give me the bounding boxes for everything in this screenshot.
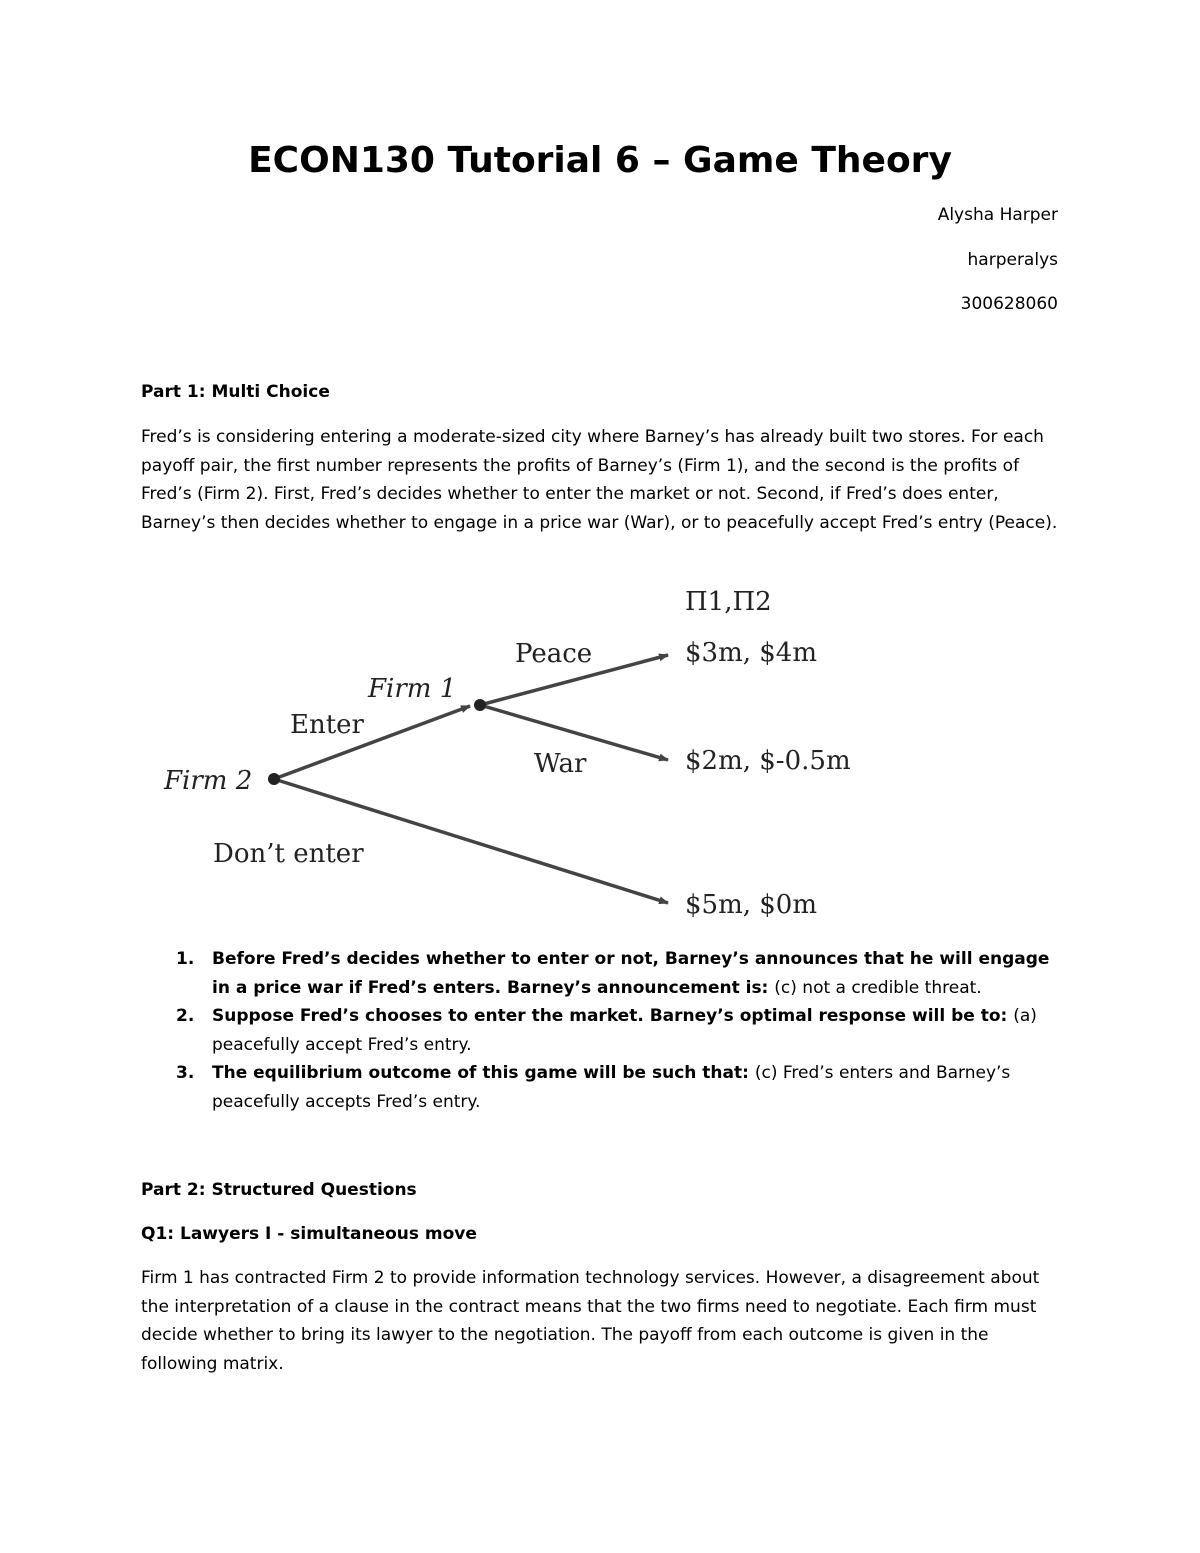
list-item xyxy=(141,1002,1061,1059)
item-number: 1. xyxy=(176,949,195,969)
payoff-header: Π1,Π2 xyxy=(685,587,772,617)
node-firm1 xyxy=(474,699,486,711)
payoff-dont-enter: $5m, $0m xyxy=(685,890,818,920)
student-id: 300628060 xyxy=(960,294,1058,314)
answer-text: (c) not a credible threat. xyxy=(774,977,982,998)
part1-intro: Fred’s is considering entering a moderate-sized city where Barney’s has already built two stores. For each payoff pair, the first number represents the profits of Barney’s (Firm 1), and the second is the profits of Fred’s (Firm 2). First, Fred’s decides whether to enter the market or not. Second, if Fred’s does enter, Barney’s then decides whether to engage in a price war (War), or to peacefully accept Fred’s entry (Peace). xyxy=(141,427,1058,533)
q1-text: Firm 1 has contracted Firm 2 to provide information technology services. However, a disagreement about the interpretation of a clause in the contract means that the two firms need to negotiate. Each firm must decide whether to bring its lawyer to the negotiation. The payoff from each outcome is given in the following matrix. xyxy=(141,1268,1040,1374)
payoff-war: $2m, $-0.5m xyxy=(685,746,851,776)
dont-enter-label: Don’t enter xyxy=(213,839,364,869)
list-item xyxy=(141,1059,1061,1116)
author-name: Alysha Harper xyxy=(937,205,1058,225)
document-title: ECON130 Tutorial 6 – Game Theory xyxy=(248,140,952,181)
list-item xyxy=(141,945,1061,1002)
question-text: The equilibrium outcome of this game will be such that: xyxy=(212,1063,755,1083)
node-firm2 xyxy=(268,773,280,785)
enter-label: Enter xyxy=(290,710,364,740)
peace-label: Peace xyxy=(515,639,593,669)
question-text: Suppose Fred’s chooses to enter the market. Barney’s optimal response will be to: xyxy=(212,1006,1014,1026)
multi-choice-answers xyxy=(141,945,1061,1116)
payoff-peace: $3m, $4m xyxy=(685,638,818,668)
item-number: 3. xyxy=(176,1063,195,1083)
war-label: War xyxy=(534,749,587,779)
root-label: Firm 2 xyxy=(164,766,253,796)
question-text: Before Fred’s decides whether to enter or not, Barney’s announces that he will engage in a price war if Fred’s enters. Barney’s announcement is: xyxy=(212,949,1050,998)
game-tree-diagram xyxy=(150,575,870,925)
item-number: 2. xyxy=(176,1006,195,1026)
q1-heading: Q1: Lawyers I - simultaneous move xyxy=(141,1224,477,1244)
answer-text: (c) Fred’s enters and Barney’s peacefully accepts Fred’s entry. xyxy=(212,1063,1011,1112)
part1-heading: Part 1: Multi Choice xyxy=(141,382,330,402)
part2-heading: Part 2: Structured Questions xyxy=(141,1180,417,1200)
mid-label: Firm 1 xyxy=(368,674,457,704)
answer-text: (a) peacefully accept Fred’s entry. xyxy=(212,1006,1037,1055)
author-username: harperalys xyxy=(967,250,1058,270)
